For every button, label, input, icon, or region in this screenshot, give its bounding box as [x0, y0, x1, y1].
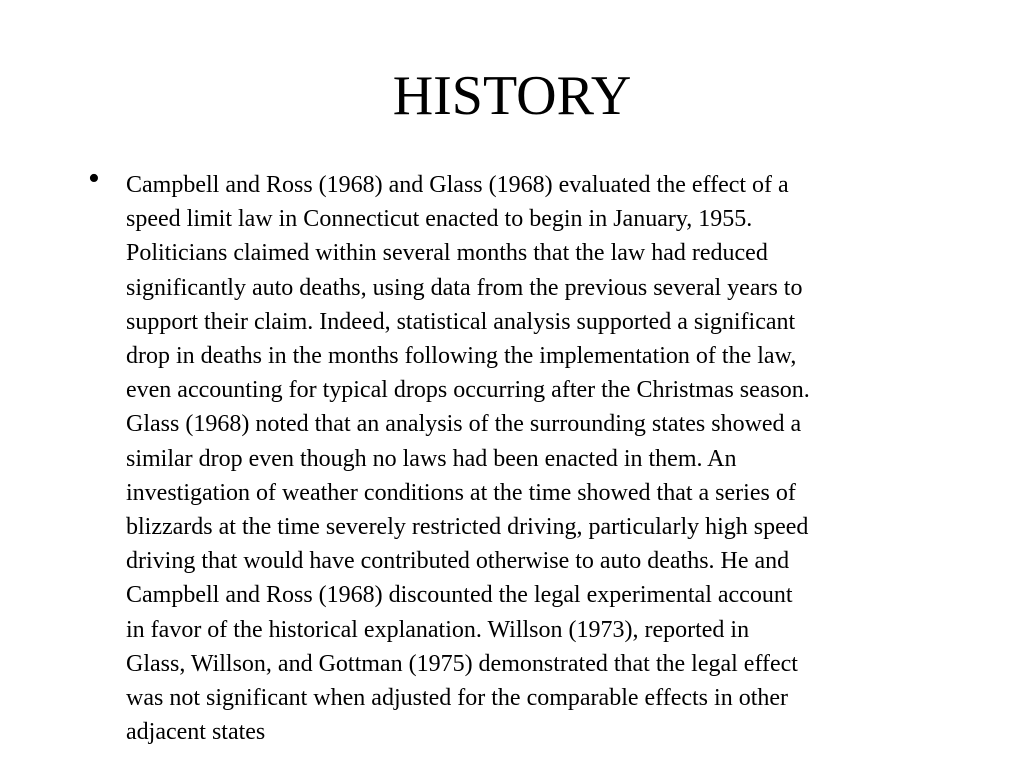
bullet-marker: • — [88, 160, 100, 197]
slide-title: HISTORY — [392, 65, 632, 127]
bullet-list — [88, 160, 948, 749]
bullet-text: Campbell and Ross (1968) and Glass (1968) evaluated the effect of a speed limit law in Connecticut enacted to begin in January, 1955. Politicians claimed within several months that the law had reduced significantly auto deaths, using data from the previous several years to support their claim. Indeed, statistical analysis supported a significant drop in deaths in the months following the implementation of the law, even accounting for typical drops occurring after the Christmas season. Glass (1968) noted that an analysis of the surrounding states showed a similar drop even though no laws had been enacted in them. An investigation of weather conditions at the time showed that a series of blizzards at the time severely restricted driving, particularly high speed driving that would have contributed otherwise to auto deaths. He and Campbell and Ross (1968) discounted the legal experimental account in favor of the historical explanation. Willson (1973), reported in Glass, Willson, and Gottman (1975) demonstrated that the legal effect was not significant when adjusted for the comparable effects in other adjacent states — [126, 172, 810, 746]
bullet-item — [88, 160, 948, 749]
